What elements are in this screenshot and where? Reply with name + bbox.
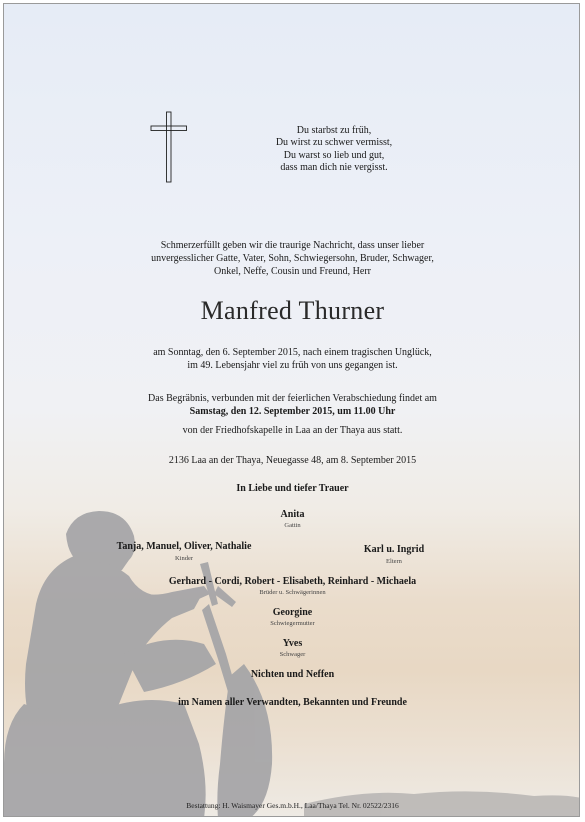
mourner-children: Tanja, Manuel, Oliver, Nathalie [116, 541, 252, 552]
relation-label: Kinder [174, 555, 194, 562]
funeral-line: Das Begräbnis, verbunden mit der feierlichen Verabschiedung findet am [148, 393, 437, 404]
death-notice-line: im 49. Lebensjahr viel zu früh von uns gegangen ist. [187, 360, 398, 371]
funeral-date: Samstag, den 12. September 2015, um 11.00 Uhr [189, 406, 396, 417]
mourner-nieces-nephews: Nichten und Neffen [250, 669, 335, 680]
mourner-brother-in-law: Yves [282, 638, 303, 649]
intro-line: Schmerzerfüllt geben wir die traurige Nachricht, dass unser lieber [160, 240, 425, 251]
mourner-parents: Karl u. Ingrid [363, 544, 425, 555]
relation-label: Schwager [279, 651, 306, 658]
funeral-home-footer: Bestattung: H. Waismayer Ges.m.b.H., Laa/Thaya Tel. Nr. 02522/2316 [186, 801, 399, 810]
poem-line: Du starbst zu früh, [296, 125, 372, 136]
intro-line: Onkel, Neffe, Cousin und Freund, Herr [213, 266, 371, 277]
relation-label: Eltern [386, 558, 402, 565]
poem-line: dass man dich nie vergisst. [280, 161, 388, 173]
relation-label: Schwiegermutter [270, 620, 315, 627]
mourner-all-relatives: im Namen aller Verwandten, Bekannten und Freunde [178, 697, 407, 708]
poem-line: Du wirst zu schwer vermisst, [275, 137, 393, 149]
deceased-name: Manfred Thurner [200, 296, 385, 325]
cross-icon [149, 110, 189, 184]
poem-line: Du warst so lieb und gut, [283, 149, 385, 161]
memorial-poem [254, 125, 414, 174]
funeral-location: von der Friedhofskapelle in Laa an der Thaya aus statt. [182, 425, 403, 436]
mourner-siblings: Gerhard - Cordi, Robert - Elisabeth, Reinhard - Michaela [168, 576, 417, 587]
place-date: 2136 Laa an der Thaya, Neuegasse 48, am 8. September 2015 [168, 455, 417, 466]
mourner-mother-in-law: Georgine [272, 607, 313, 618]
relation-label: Gattin [284, 522, 301, 529]
mourner-wife: Anita [280, 509, 305, 520]
intro-line: unvergesslicher Gatte, Vater, Sohn, Schwiegersohn, Bruder, Schwager, [151, 253, 434, 264]
death-notice-line: am Sonntag, den 6. September 2015, nach einem tragischen Unglück, [153, 347, 432, 358]
obituary-card [3, 3, 580, 817]
mourning-heading: In Liebe und tiefer Trauer [236, 483, 349, 494]
relation-label: Brüder u. Schwägerinnen [259, 589, 326, 596]
